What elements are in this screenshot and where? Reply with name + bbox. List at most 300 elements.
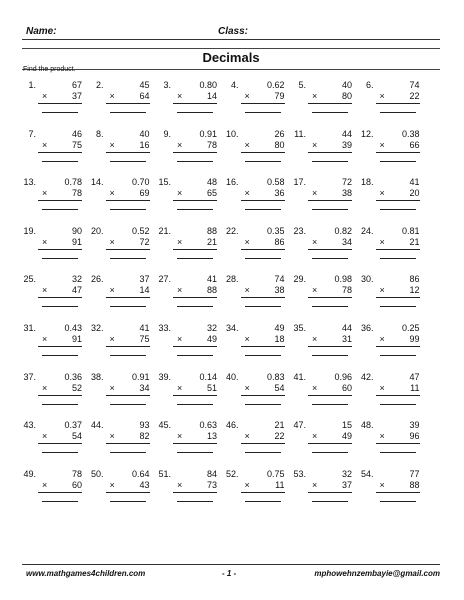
answer-line[interactable] (42, 355, 78, 356)
answer-line[interactable] (312, 306, 348, 307)
multiplier-row (106, 431, 150, 444)
multiplier: 49 (341, 431, 352, 442)
multiplicand: 0.91 (199, 128, 217, 139)
multiplier-row (241, 140, 285, 153)
multiplier-row (38, 188, 82, 201)
times-icon: × (312, 236, 318, 247)
problem (20, 323, 82, 369)
multiplier-row (38, 285, 82, 298)
multiplicand: 0.75 (266, 468, 285, 479)
problem (223, 129, 285, 175)
multiplier-row (173, 188, 217, 201)
answer-line[interactable] (42, 306, 78, 307)
multiplier-row (38, 480, 82, 493)
problem (223, 323, 285, 369)
multiplicand: 41 (409, 177, 420, 188)
problem-number: 21. (158, 225, 171, 236)
multiplier-row (376, 140, 420, 153)
multiplicand: 0.81 (401, 225, 420, 236)
answer-line[interactable] (177, 161, 213, 162)
multiplier: 20 (409, 188, 420, 199)
multiplier: 11 (275, 479, 285, 490)
times-icon: × (109, 285, 115, 296)
times-icon: × (379, 188, 385, 199)
multiplicand: 67 (71, 80, 82, 90)
header-rule (22, 39, 440, 40)
answer-line[interactable] (312, 501, 348, 502)
multiplier: 60 (341, 382, 352, 393)
multiplicand: 26 (274, 128, 285, 139)
problem (223, 469, 285, 515)
multiplier: 14 (206, 91, 217, 101)
answer-line[interactable] (42, 161, 78, 162)
multiplier: 88 (206, 285, 217, 296)
website-text: www.mathgames4children.com (26, 569, 146, 578)
answer-line[interactable] (110, 306, 146, 307)
problem-number: 1. (28, 80, 36, 90)
times-icon: × (42, 382, 48, 393)
multiplicand: 32 (206, 323, 217, 333)
answer-line[interactable] (42, 404, 78, 405)
problem-number: 38. (90, 371, 104, 382)
times-icon: × (312, 382, 318, 393)
problem-number: 31. (23, 323, 36, 333)
problem (223, 274, 285, 320)
problem (20, 80, 82, 126)
problem (88, 80, 150, 126)
times-icon: × (42, 285, 48, 296)
answer-line[interactable] (312, 355, 348, 356)
multiplier-row (173, 431, 217, 444)
multiplicand: 0.25 (401, 323, 420, 333)
problem-number: 48. (360, 420, 374, 431)
multiplier: 72 (139, 236, 150, 247)
multiplicand: 0.14 (199, 371, 217, 382)
email-text: mphowehnzembayie@gmail.com (314, 569, 440, 578)
problem-number: 29. (293, 274, 306, 285)
multiplier-row (241, 334, 285, 347)
answer-line[interactable] (245, 501, 281, 502)
problem-number: 6. (365, 80, 374, 90)
problem (358, 420, 420, 466)
multiplicand: 0.70 (131, 177, 150, 188)
problem-number: 26. (90, 274, 104, 285)
answer-line[interactable] (42, 501, 78, 502)
multiplier: 14 (139, 285, 150, 296)
times-icon: × (379, 334, 385, 344)
times-icon: × (379, 479, 385, 490)
problem (290, 80, 352, 126)
multiplicand: 39 (409, 420, 420, 431)
multiplicand: 84 (206, 468, 217, 479)
problem (155, 226, 217, 272)
problem (88, 274, 150, 320)
times-icon: × (244, 236, 250, 247)
multiplicand: 49 (274, 323, 285, 333)
problem-number: 52. (225, 468, 239, 479)
answer-line[interactable] (110, 404, 146, 405)
page-number: - 1 - (222, 569, 237, 578)
problem (155, 372, 217, 418)
problem (290, 469, 352, 515)
multiplicand: 46 (71, 128, 82, 139)
multiplier-row (241, 383, 285, 396)
multiplier-row (308, 237, 352, 250)
problem-number: 51. (158, 468, 171, 479)
worksheet-footer (22, 564, 440, 581)
multiplier: 82 (139, 431, 150, 442)
multiplier: 21 (206, 236, 217, 247)
times-icon: × (312, 188, 318, 199)
multiplicand: 88 (206, 225, 217, 236)
times-icon: × (312, 431, 318, 442)
answer-line[interactable] (177, 452, 213, 453)
answer-line[interactable] (245, 404, 281, 405)
times-icon: × (312, 285, 318, 296)
multiplier: 43 (139, 479, 150, 490)
answer-line[interactable] (245, 112, 281, 113)
times-icon: × (379, 139, 385, 150)
answer-line[interactable] (380, 209, 416, 210)
multiplicand: 0.38 (401, 128, 420, 139)
multiplicand: 44 (341, 323, 352, 333)
problem-number: 13. (23, 177, 36, 188)
multiplier: 39 (341, 139, 352, 150)
times-icon: × (312, 139, 318, 150)
multiplier: 22 (274, 431, 285, 442)
problem-number: 12. (360, 128, 374, 139)
problem-number: 47. (293, 420, 306, 431)
multiplier: 38 (274, 285, 285, 296)
times-icon: × (42, 334, 48, 344)
problem (155, 80, 217, 126)
multiplicand: 45 (139, 80, 150, 90)
multiplier: 86 (274, 236, 285, 247)
multiplicand: 0.91 (131, 371, 150, 382)
multiplier-row (38, 91, 82, 104)
problem (155, 274, 217, 320)
multiplier: 78 (341, 285, 352, 296)
answer-line[interactable] (380, 112, 416, 113)
times-icon: × (109, 91, 115, 101)
answer-line[interactable] (42, 209, 78, 210)
problem (155, 469, 217, 515)
answer-line[interactable] (380, 452, 416, 453)
multiplicand: 90 (71, 225, 82, 236)
multiplier: 34 (139, 382, 150, 393)
answer-line[interactable] (110, 355, 146, 356)
multiplier-row (38, 334, 82, 347)
answer-line[interactable] (42, 452, 78, 453)
problem-number: 2. (95, 80, 104, 90)
answer-line[interactable] (245, 258, 281, 259)
problem-number: 19. (23, 225, 36, 236)
problem-number: 50. (90, 468, 104, 479)
class-label: Class: (218, 26, 249, 37)
multiplier-row (308, 285, 352, 298)
multiplicand: 48 (206, 177, 217, 188)
multiplicand: 0.83 (266, 371, 285, 382)
times-icon: × (177, 431, 183, 442)
problem-number: 27. (158, 274, 171, 285)
answer-line[interactable] (177, 355, 213, 356)
multiplier-row (241, 285, 285, 298)
answer-line[interactable] (380, 501, 416, 502)
answer-line[interactable] (42, 258, 78, 259)
times-icon: × (177, 236, 183, 247)
times-icon: × (42, 431, 48, 442)
answer-line[interactable] (177, 501, 213, 502)
answer-line[interactable] (110, 112, 146, 113)
times-icon: × (42, 139, 48, 150)
problem-number: 15. (158, 177, 171, 188)
multiplier-row (376, 188, 420, 201)
times-icon: × (109, 479, 115, 490)
multiplier: 69 (139, 188, 150, 199)
multiplier: 47 (71, 285, 82, 296)
answer-line[interactable] (312, 161, 348, 162)
problem-number: 8. (95, 128, 104, 139)
problem-number: 10. (225, 128, 239, 139)
problem (290, 129, 352, 175)
multiplier: 75 (71, 139, 82, 150)
times-icon: × (379, 382, 385, 393)
multiplier-row (38, 431, 82, 444)
answer-line[interactable] (245, 209, 281, 210)
multiplicand: 86 (409, 274, 420, 285)
multiplier: 21 (409, 236, 420, 247)
multiplicand: 0.43 (64, 323, 82, 333)
problem (155, 323, 217, 369)
problem-number: 43. (23, 420, 36, 431)
problem-number: 9. (163, 128, 171, 139)
answer-line[interactable] (312, 112, 348, 113)
times-icon: × (177, 188, 183, 199)
answer-line[interactable] (380, 355, 416, 356)
multiplier-row (106, 188, 150, 201)
multiplier: 34 (341, 236, 352, 247)
times-icon: × (177, 285, 183, 296)
times-icon: × (244, 91, 250, 101)
multiplier: 73 (206, 479, 217, 490)
multiplier-row (308, 188, 352, 201)
multiplicand: 0.62 (266, 80, 285, 90)
problem-number: 35. (293, 323, 306, 333)
multiplicand: 0.82 (334, 225, 352, 236)
multiplicand: 40 (341, 80, 352, 90)
multiplicand: 41 (206, 274, 217, 285)
problem (290, 274, 352, 320)
problem (88, 226, 150, 272)
answer-line[interactable] (110, 258, 146, 259)
multiplier: 75 (139, 334, 150, 344)
multiplier-row (38, 237, 82, 250)
problem (20, 274, 82, 320)
multiplicand: 0.64 (131, 468, 150, 479)
problem (155, 420, 217, 466)
multiplicand: 37 (139, 274, 150, 285)
multiplier-row (308, 383, 352, 396)
problem (20, 129, 82, 175)
multiplier: 54 (274, 382, 285, 393)
problem-number: 32. (90, 323, 104, 333)
times-icon: × (244, 285, 250, 296)
problem (290, 372, 352, 418)
multiplier: 52 (71, 382, 82, 393)
multiplier-row (376, 237, 420, 250)
answer-line[interactable] (380, 161, 416, 162)
title-bar (22, 48, 440, 70)
times-icon: × (42, 91, 48, 101)
multiplier: 37 (71, 91, 82, 101)
answer-line[interactable] (380, 306, 416, 307)
multiplier: 80 (274, 139, 285, 150)
problem-number: 36. (360, 323, 374, 333)
multiplier-row (173, 91, 217, 104)
answer-line[interactable] (245, 355, 281, 356)
problem-number: 46. (225, 420, 239, 431)
worksheet-header (22, 26, 440, 40)
multiplier-row (241, 91, 285, 104)
answer-line[interactable] (177, 306, 213, 307)
problem (88, 323, 150, 369)
multiplicand: 41 (139, 323, 150, 333)
answer-line[interactable] (42, 112, 78, 113)
answer-line[interactable] (312, 404, 348, 405)
multiplicand: 78 (71, 468, 82, 479)
problem-number: 20. (90, 225, 104, 236)
problem (155, 177, 217, 223)
multiplier: 60 (71, 479, 82, 490)
problem (223, 226, 285, 272)
multiplicand: 77 (409, 468, 420, 479)
answer-line[interactable] (177, 258, 213, 259)
multiplier: 96 (409, 431, 420, 442)
problem-number: 44. (90, 420, 104, 431)
times-icon: × (109, 139, 115, 150)
instruction-text: Find the product. (23, 66, 76, 73)
answer-line[interactable] (245, 452, 281, 453)
problem-number: 28. (225, 274, 239, 285)
multiplier-row (106, 91, 150, 104)
multiplier-row (173, 285, 217, 298)
times-icon: × (109, 334, 115, 344)
problem (358, 226, 420, 272)
times-icon: × (109, 382, 115, 393)
problem (290, 177, 352, 223)
multiplicand: 0.37 (64, 420, 82, 431)
multiplier-row (38, 140, 82, 153)
times-icon: × (42, 479, 48, 490)
multiplicand: 93 (139, 420, 150, 431)
multiplier: 66 (409, 139, 420, 150)
multiplicand: 0.36 (64, 371, 82, 382)
times-icon: × (312, 91, 318, 101)
problem (223, 372, 285, 418)
times-icon: × (244, 334, 250, 344)
multiplier-row (106, 285, 150, 298)
multiplicand: 72 (341, 177, 352, 188)
problem-number: 42. (360, 371, 374, 382)
multiplier: 11 (410, 382, 420, 393)
problem-number: 54. (360, 468, 374, 479)
problem (358, 129, 420, 175)
multiplier-row (241, 480, 285, 493)
times-icon: × (244, 479, 250, 490)
problem (358, 323, 420, 369)
answer-line[interactable] (245, 161, 281, 162)
multiplier: 79 (274, 91, 285, 101)
problem (155, 129, 217, 175)
problem (88, 177, 150, 223)
multiplier-row (308, 431, 352, 444)
multiplier-row (106, 383, 150, 396)
multiplicand: 15 (341, 420, 352, 431)
answer-line[interactable] (312, 452, 348, 453)
times-icon: × (244, 382, 250, 393)
problem-number: 11. (294, 128, 306, 139)
problem (20, 469, 82, 515)
answer-line[interactable] (177, 209, 213, 210)
problem-number: 34. (225, 323, 239, 333)
times-icon: × (177, 382, 183, 393)
answer-line[interactable] (380, 258, 416, 259)
answer-line[interactable] (312, 258, 348, 259)
problem (358, 80, 420, 126)
problem-number: 14. (90, 177, 104, 188)
times-icon: × (379, 431, 385, 442)
times-icon: × (109, 236, 115, 247)
answer-line[interactable] (380, 404, 416, 405)
answer-line[interactable] (110, 161, 146, 162)
answer-line[interactable] (245, 306, 281, 307)
answer-line[interactable] (177, 404, 213, 405)
multiplier: 38 (341, 188, 352, 199)
multiplicand: 32 (71, 274, 82, 285)
multiplier-row (376, 480, 420, 493)
problem-number: 37. (23, 371, 36, 382)
answer-line[interactable] (110, 501, 146, 502)
answer-line[interactable] (312, 209, 348, 210)
problem (290, 323, 352, 369)
problem (20, 177, 82, 223)
multiplier: 91 (71, 334, 82, 344)
multiplicand: 0.58 (266, 177, 285, 188)
multiplicand: 74 (274, 274, 285, 285)
multiplier-row (173, 140, 217, 153)
multiplier: 13 (206, 431, 217, 442)
multiplier-row (38, 383, 82, 396)
name-label: Name: (26, 26, 57, 37)
multiplier-row (173, 334, 217, 347)
problem (20, 372, 82, 418)
problem (88, 372, 150, 418)
multiplicand: 0.96 (334, 371, 352, 382)
answer-line[interactable] (110, 209, 146, 210)
times-icon: × (177, 91, 183, 101)
multiplier: 65 (206, 188, 217, 199)
problem (20, 420, 82, 466)
problem (290, 420, 352, 466)
multiplier: 78 (71, 188, 82, 199)
multiplier: 64 (139, 91, 150, 101)
answer-line[interactable] (110, 452, 146, 453)
answer-line[interactable] (177, 112, 213, 113)
multiplier-row (173, 237, 217, 250)
multiplicand: 32 (341, 468, 352, 479)
multiplier: 37 (341, 479, 352, 490)
times-icon: × (42, 188, 48, 199)
